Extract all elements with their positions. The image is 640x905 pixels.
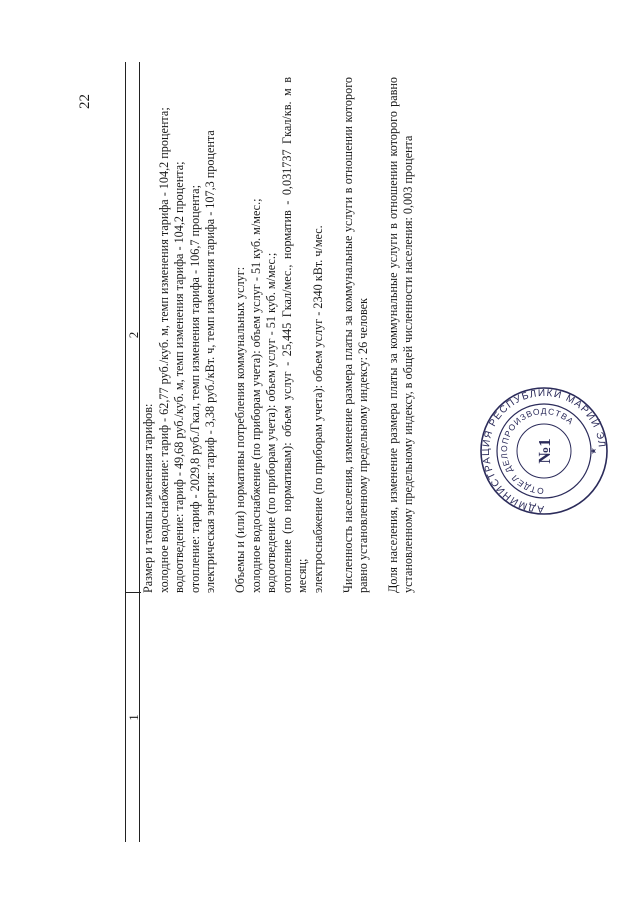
tariffs-heading: Размер и темпы изменения тарифов: — [141, 403, 155, 593]
volume-cold-water: холодное водоснабжение (по приборам учета): объем услуг - 51 куб. м/мес.; — [248, 198, 263, 593]
stamp-inner-text: ОТДЕЛ ДЕЛОПРОИЗВОДСТВА — [498, 405, 576, 497]
volume-electricity: электроснабжение (по приборам учета): объем услуг - 2340 кВт. ч/мес. — [310, 225, 325, 593]
stamp-outer-text: АДМИНИСТРАЦИЯ РЕСПУБЛИКИ МАРИЙ ЭЛ — [480, 387, 608, 515]
stamp-number: №1 — [535, 438, 554, 464]
rotated-page-content — [125, 77, 495, 842]
share-text: Доля населения, изменение размера платы за коммунальные услуги в отношении которого равно установленному предельному индексу, в общей численности населения: 0,003 процента — [385, 77, 416, 593]
tariff-sewerage: водоотведение: тариф - 49,68 руб./куб. м, темп изменения тарифа - 104,2 процента; — [172, 161, 187, 593]
population-section — [341, 77, 372, 593]
tariffs-section — [141, 77, 219, 593]
tariff-heating: отопление: тариф - 2029,8 руб./Гкал, темп изменения тарифа - 106,7 процента; — [187, 185, 202, 593]
population-text: Численность населения, изменение размера платы за коммунальные услуги в отношении которого равно установленному предельному индексу: 26 человек — [340, 77, 371, 593]
volume-heating: отопление (по нормативам): объем услуг - 25,445 Гкал/мес., норматив - 0,031737 Гкал/кв. м в месяц; — [279, 77, 310, 593]
table-cell-content — [141, 77, 431, 593]
share-section — [386, 77, 417, 593]
official-stamp — [478, 385, 610, 517]
tariff-electricity: электрическая энергия: тариф - 3,38 руб./кВт. ч, темп изменения тарифа - 107,3 процента — [203, 130, 218, 593]
volume-sewerage: водоотведение (по приборам учета): объем услуг - 51 куб. м/мес.; — [264, 252, 279, 593]
stamp-star-icon: ★ — [589, 447, 598, 455]
page-number: 22 — [77, 94, 93, 109]
tariff-cold-water: холодное водоснабжение: тариф - 62,77 руб./куб. м, темп изменения тарифа - 104,2 процента; — [156, 107, 171, 593]
column-1-header: 1 — [126, 714, 141, 721]
column-2-header: 2 — [126, 331, 141, 339]
volumes-section — [233, 77, 327, 593]
volumes-heading: Объемы и (или) нормативы потребления коммунальных услуг: — [232, 266, 247, 593]
